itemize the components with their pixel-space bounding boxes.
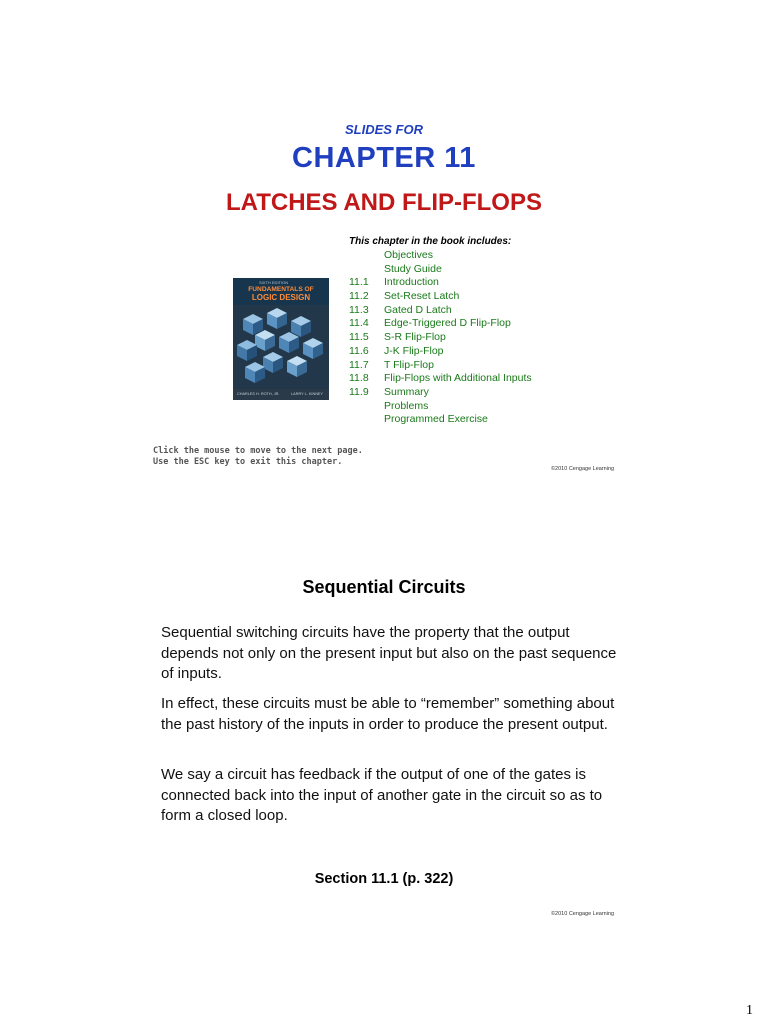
chapter-title: CHAPTER 11	[292, 142, 476, 174]
cubes-illustration	[233, 305, 329, 389]
toc-label: T Flip-Flop	[384, 358, 434, 371]
book-title-line2: LOGIC DESIGN	[251, 293, 311, 302]
toc-label: S-R Flip-Flop	[384, 331, 446, 344]
toc-label: Set-Reset Latch	[384, 290, 460, 303]
paragraph: Sequential switching circuits have the property that the output depends not only on the present input but also on the past sequence of inputs.	[161, 624, 617, 682]
nav-hint-line-1: Click the mouse to move to the next page.	[153, 446, 363, 456]
toc-label: Edge-Triggered D Flip-Flop	[384, 317, 511, 330]
toc-label: Flip-Flops with Additional Inputs	[384, 372, 532, 385]
toc-label: Programmed Exercise	[384, 413, 488, 426]
book-edition: SIXTH EDITION	[259, 280, 289, 285]
toc-label: Summary	[384, 385, 429, 398]
toc-label: Gated D Latch	[384, 303, 452, 316]
toc-number: 11.9	[349, 385, 369, 398]
toc-number: 11.1	[349, 276, 369, 289]
chapter-subtitle: LATCHES AND FLIP-FLOPS	[226, 189, 542, 216]
paragraph: In effect, these circuits must be able to “remember” something about the past history of the inputs in order to produce the present output.	[161, 695, 615, 733]
nav-hint-line-2: Use the ESC key to exit this chapter.	[153, 457, 343, 467]
book-title-line1: FUNDAMENTALS OF	[248, 286, 314, 293]
toc-number: 11.6	[349, 344, 369, 357]
toc-label: Study Guide	[384, 262, 442, 275]
toc-label: Introduction	[384, 276, 439, 289]
book-author-1: CHARLES H. ROTH, JR.	[237, 392, 280, 396]
toc-label: Problems	[384, 399, 429, 412]
book-cover-image	[233, 278, 329, 400]
toc-number: 11.3	[349, 303, 369, 316]
navigation-hint	[153, 446, 363, 468]
toc-number: 11.8	[349, 372, 369, 385]
copyright-notice: ©2010 Cengage Learning	[551, 911, 615, 917]
toc-number: 11.7	[349, 358, 369, 371]
book-author-2: LARRY L. KINNEY	[291, 392, 323, 396]
book-authors	[233, 389, 329, 400]
copyright-notice: ©2010 Cengage Learning	[551, 466, 615, 472]
includes-heading: This chapter in the book includes:	[349, 236, 512, 247]
paragraph: We say a circuit has feedback if the output of one of the gates is connected back into the input of another gate in the circuit so as to form a closed loop.	[161, 766, 603, 824]
slides-for-label: SLIDES FOR	[344, 122, 423, 137]
section-reference: Section 11.1 (p. 322)	[314, 871, 454, 887]
toc-number: 11.5	[349, 331, 369, 344]
toc-label: Objectives	[384, 249, 434, 261]
toc-number: 11.2	[349, 290, 369, 303]
toc-label: J-K Flip-Flop	[384, 344, 444, 357]
toc-number: 11.4	[349, 317, 369, 330]
page-number: 1	[746, 1003, 753, 1018]
slide-heading: Sequential Circuits	[302, 577, 466, 597]
